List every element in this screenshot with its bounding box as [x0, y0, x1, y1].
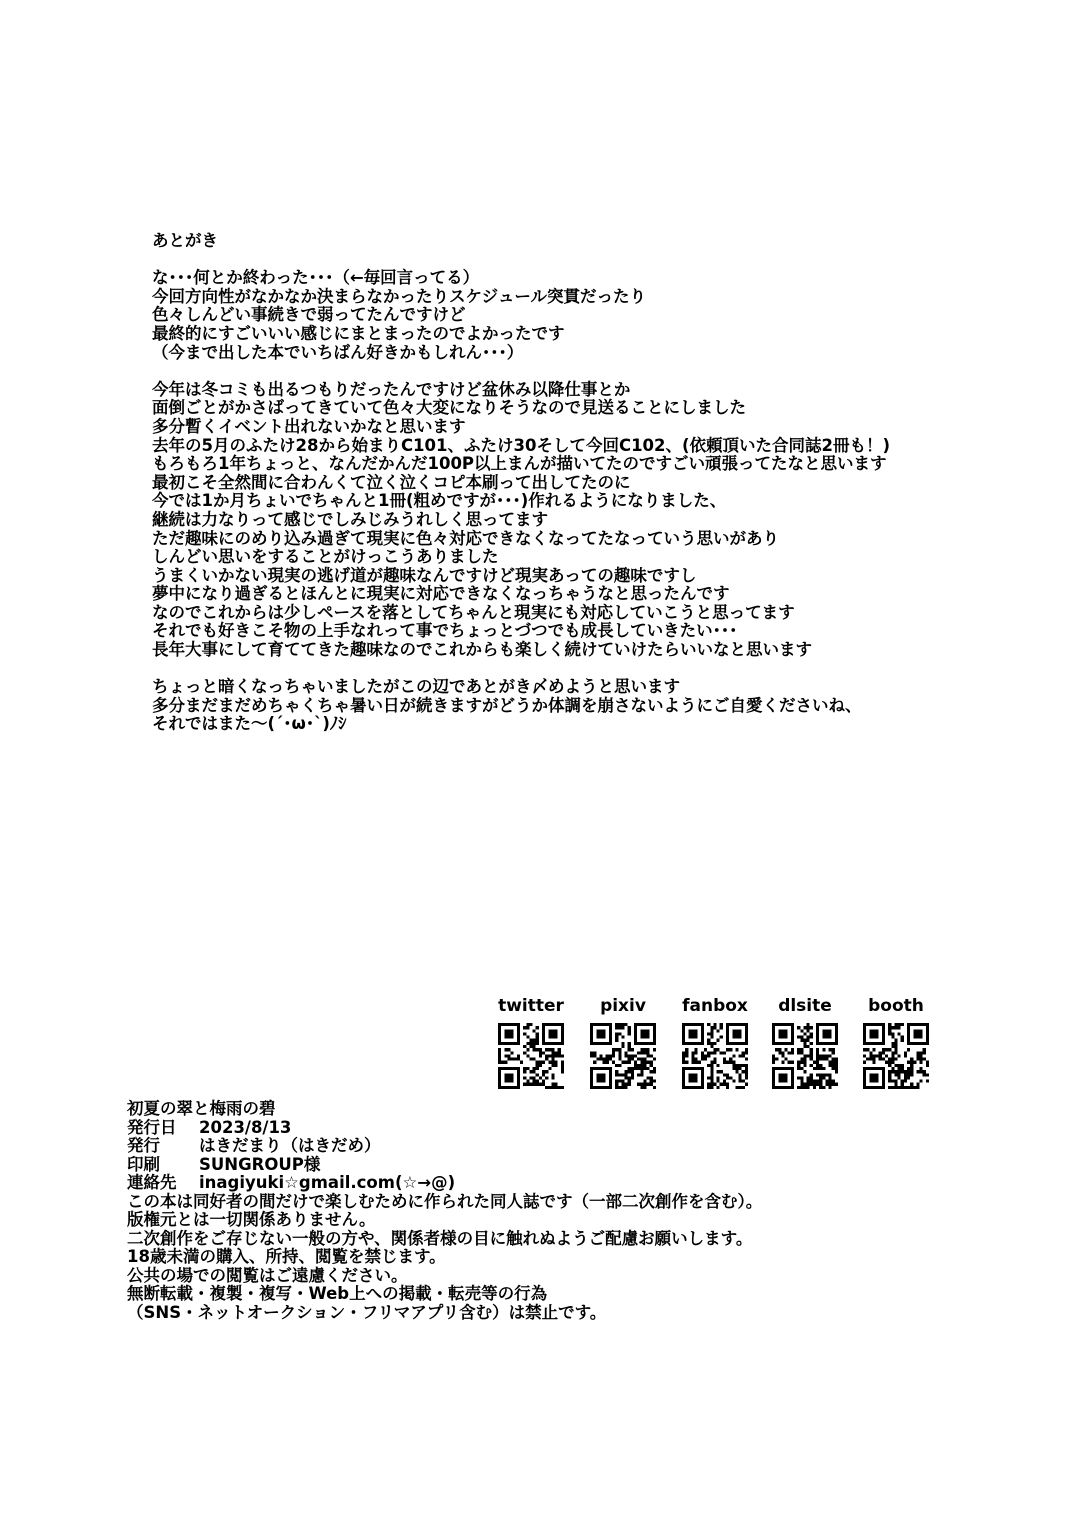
colophon-row — [127, 1119, 1027, 1138]
notice-line: 無断転載・複製・複写・Web上への掲載・転売等の行為 — [127, 1284, 548, 1303]
link-twitter[interactable] — [486, 995, 576, 1089]
colophon-label: 印刷 — [127, 1154, 160, 1174]
colophon-label: 発行 — [127, 1136, 160, 1155]
text-line: それでも好きこそ物の上手なれって事でちょっとづつでも成長していきたい･･･ — [152, 621, 738, 641]
link-dlsite[interactable] — [760, 995, 850, 1089]
book-title: 初夏の翠と梅雨の碧 — [127, 1099, 276, 1118]
publish-date: 2023/8/13 — [199, 1117, 292, 1137]
notice-line: 公共の場での閲覧はご遠慮ください。 — [127, 1265, 408, 1285]
link-label: dlsite — [778, 996, 832, 1016]
paragraph-gap — [152, 251, 1032, 270]
link-label: fanbox — [682, 996, 748, 1016]
publisher: はきだまり（はきだめ） — [199, 1136, 381, 1155]
qr-code-icon[interactable] — [682, 1023, 748, 1089]
text-line: 最初こそ全然間に合わんくて泣く泣くコピ本刷って出してたのに — [152, 472, 631, 492]
text-line: 色々しんどい事続きで弱ってたんですけど — [152, 305, 466, 325]
afterword-section — [152, 232, 1032, 734]
text-line: それではまた～(´･ω･`)ﾉｼ — [152, 714, 347, 734]
text-line: な･･･何とか終わった･･･（←毎回言ってる） — [152, 268, 480, 288]
afterword-paragraph-1 — [152, 269, 1032, 362]
notice-line: 二次創作をご存じない一般の方や、関係者様の目に触れぬようご配慮お願いします。 — [127, 1228, 753, 1248]
link-label: booth — [868, 996, 924, 1016]
colophon-label: 発行日 — [127, 1117, 177, 1137]
text-line: 長年大事にして育ててきた趣味なのでこれからも楽しく続けていけたらいいなと思います — [152, 640, 812, 660]
text-line: 今では1か月ちょいでちゃんと1冊(粗めですが･･･)作れるようになりました、 — [152, 491, 727, 511]
qr-code-icon[interactable] — [772, 1023, 838, 1089]
text-line: しんどい思いをすることがけっこうありました — [152, 547, 499, 567]
text-line: もろもろ1年ちょっと、なんだかんだ100P以上まんが描いてたのですごい頑張ってたなと思います — [152, 454, 887, 474]
colophon-label: 連絡先 — [127, 1173, 177, 1192]
text-line: ちょっと暗くなっちゃいましたがこの辺であとがき〆めようと思います — [152, 677, 680, 697]
text-line: 最終的にすごいいい感じにまとまったのでよかったです — [152, 323, 565, 343]
notice-line: 18歳未満の購入、所持、閲覧を禁じます。 — [127, 1247, 446, 1266]
printer: SUNGROUP様 — [199, 1154, 321, 1174]
link-label: pixiv — [600, 996, 646, 1016]
contact-email: inagiyuki☆gmail.com(☆→@) — [199, 1173, 456, 1192]
notice-line: 版権元とは一切関係ありません。 — [127, 1210, 376, 1229]
qr-code-icon[interactable] — [863, 1023, 929, 1089]
afterword-paragraph-3 — [152, 678, 1032, 734]
social-links — [486, 995, 946, 1090]
link-pixiv[interactable] — [578, 995, 668, 1089]
text-line: 今年は冬コミも出るつもりだったんですけど盆休み以降仕事とか — [152, 379, 631, 399]
text-line: なのでこれからは少しペースを落としてちゃんと現実にも対応していこうと思ってます — [152, 602, 795, 622]
text-line: 面倒ごとがかさばってきていて色々大変になりそうなので見送ることにしました — [152, 398, 746, 418]
paragraph-gap — [152, 362, 1032, 381]
colophon-row — [127, 1137, 1027, 1156]
text-line: 今回方向性がなかなか決まらなかったりスケジュール突貫だったり — [152, 286, 647, 306]
qr-code-icon[interactable] — [590, 1023, 656, 1089]
text-line: ただ趣味にのめり込み過ぎて現実に色々対応できなくなってたなっていう思いがあり — [152, 528, 779, 548]
link-booth[interactable] — [851, 995, 941, 1089]
paragraph-gap — [152, 660, 1032, 679]
text-line: （今まで出した本でいちばん好きかもしれん･･･） — [152, 342, 524, 362]
colophon-row — [127, 1174, 1027, 1193]
link-label: twitter — [498, 996, 564, 1016]
afterword-paragraph-2 — [152, 381, 1032, 660]
text-line: 去年の5月のふたけ28から始まりC101、ふたけ30そして今回C102、(依頼頂いた合同誌2冊も！) — [152, 435, 891, 455]
afterword-title: あとがき — [152, 231, 218, 250]
colophon-row — [127, 1156, 1027, 1175]
colophon-section — [127, 1100, 1027, 1322]
text-line: 継続は力なりって感じでしみじみうれしく思ってます — [152, 509, 548, 529]
text-line: 多分まだまだめちゃくちゃ暑い日が続きますがどうか体調を崩さないようにご自愛くださいね、 — [152, 695, 862, 715]
text-line: 多分暫くイベント出れないかなと思います — [152, 416, 466, 436]
text-line: うまくいかない現実の逃げ道が趣味なんですけど現実あっての趣味ですし — [152, 565, 697, 585]
notice-line: この本は同好者の間だけで楽しむために作られた同人誌です（一部二次創作を含む）。 — [127, 1191, 763, 1211]
text-line: 夢中になり過ぎるとほんとに現実に対応できなくなっちゃうなと思ったんです — [152, 584, 730, 604]
notice-line: （SNS・ネットオークション・フリマアプリ含む）は禁止です。 — [127, 1302, 607, 1322]
qr-code-icon[interactable] — [498, 1023, 564, 1089]
link-fanbox[interactable] — [670, 995, 760, 1089]
